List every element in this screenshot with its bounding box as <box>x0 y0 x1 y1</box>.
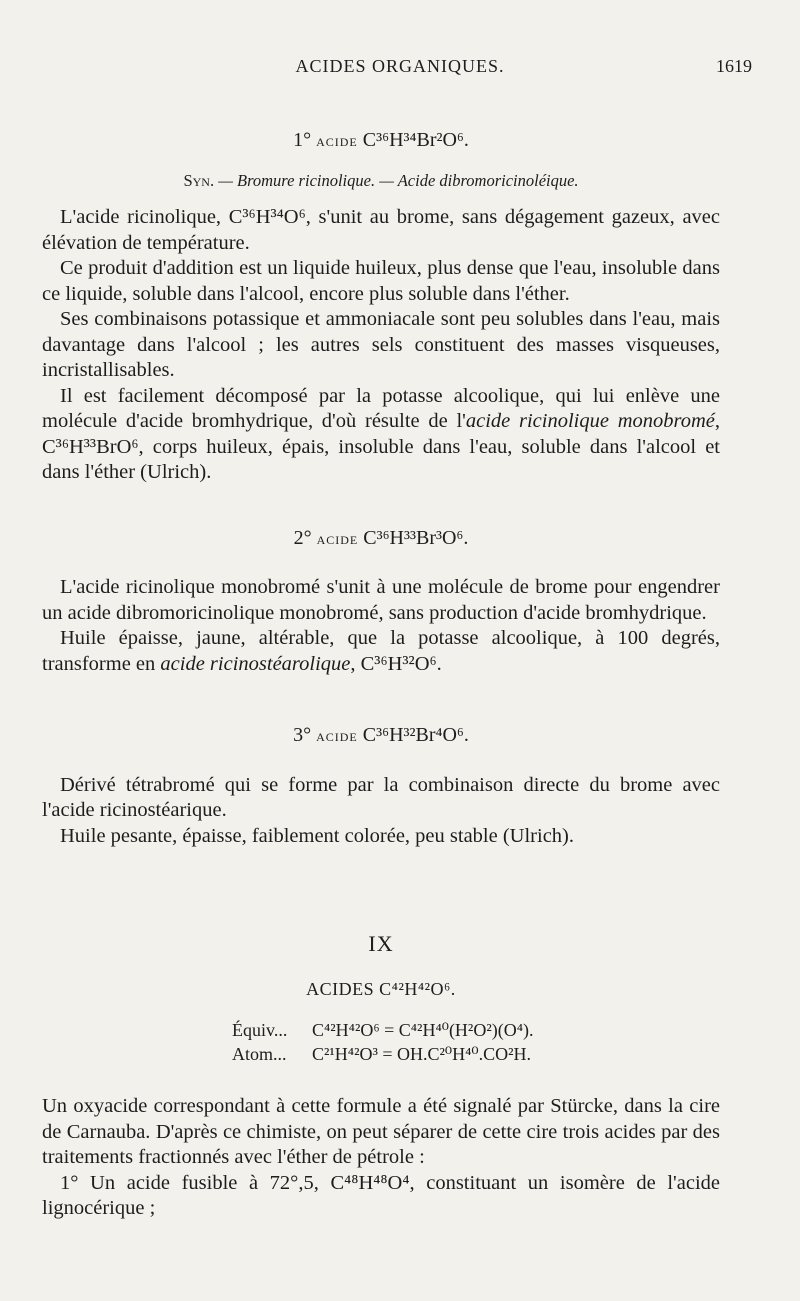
atom-formula: C²¹H⁴²O³ = OH.C²⁰H⁴⁰.CO²H. <box>312 1044 532 1064</box>
chapter-number: IX <box>368 931 394 956</box>
section-2-paragraph-2 <box>42 626 720 677</box>
formula-block <box>232 1018 720 1066</box>
chapter-paragraph-1: Un oxyacide correspondant à cette formule a été signalé par Stürcke, dans la cire de Carnauba. D'après ce chimiste, on peut séparer de cette cire trois acides par des traitements fractionnés avec l'éther de pétrole : <box>42 1095 720 1168</box>
paragraph-text: , C³⁶H³²O⁶. <box>350 652 442 675</box>
atom-row <box>232 1042 720 1066</box>
running-head: ACIDES ORGANIQUES. <box>295 56 505 76</box>
section-1-formula: C³⁶H³⁴Br²O⁶. <box>362 129 469 151</box>
section-3-number: 3° <box>293 724 312 746</box>
atom-label: Atom... <box>232 1044 287 1064</box>
section-2-formula: C³⁶H³³Br³O⁶. <box>363 526 469 549</box>
equiv-row <box>232 1018 720 1042</box>
section-2-number: 2° <box>293 526 312 549</box>
equiv-formula: C⁴²H⁴²O⁶ = C⁴²H⁴⁰(H²O²)(O⁴). <box>312 1020 534 1040</box>
paragraph-text: Huile épaisse, jaune, altérable, que la potasse alcoolique, à 100 degrés, transforme en <box>42 627 720 675</box>
chapter-title: ACIDES C⁴²H⁴²O⁶. <box>306 978 456 999</box>
synonyms-label: Syn. <box>183 170 215 190</box>
synonyms-line <box>42 168 720 194</box>
section-2-word: acide <box>316 528 359 548</box>
section-3-formula: C³⁶H³²Br⁴O⁶. <box>362 724 469 746</box>
section-1-number: 1° <box>293 129 312 151</box>
page-body <box>42 128 720 1222</box>
page-header <box>40 56 760 82</box>
section-2-paragraph-1: L'acide ricinolique monobromé s'unit à une molécule de brome pour engendrer un acide dibromoricinolique monobromé, sans production d'acide bromhydrique. <box>42 576 720 624</box>
paragraph-text: Il est facilement décomposé par la potasse alcoolique, qui lui enlève une molécule d'acide bromhydrique, d'où résulte de l' <box>42 384 720 432</box>
equiv-label: Équiv... <box>232 1020 288 1040</box>
paragraph-text: , C³⁶H³³BrO⁶, corps huileux, épais, insoluble dans l'eau, soluble dans l'alcool et dans l'éther (Ulrich). <box>42 410 720 483</box>
synonyms-text: — Bromure ricinolique. — Acide dibromoricinoléique. <box>214 170 579 190</box>
section-3-paragraph-2: Huile pesante, épaisse, faiblement colorée, peu stable (Ulrich). <box>60 824 575 847</box>
italic-term: acide ricinolique monobromé <box>465 410 715 432</box>
section-1-heading <box>42 128 720 154</box>
section-1-word: acide <box>316 131 358 150</box>
italic-term: acide ricinostéarolique <box>160 652 351 675</box>
chapter-paragraph-2: 1° Un acide fusible à 72°,5, C⁴⁸H⁴⁸O⁴, constituant un isomère de l'acide lignocérique ; <box>42 1171 720 1219</box>
page-number: 1619 <box>716 56 752 76</box>
section-2-heading <box>42 526 720 552</box>
section-1-paragraph-1: L'acide ricinolique, C³⁶H³⁴O⁶, s'unit au brome, sans dégagement gazeux, avec élévation de température. <box>42 206 720 254</box>
section-1-paragraph-3: Ses combinaisons potassique et ammoniacale sont peu solubles dans l'eau, mais davantage dans l'alcool ; les autres sels constituent des masses visqueuses, incristallisables. <box>42 308 720 381</box>
section-3-heading <box>42 723 720 749</box>
section-1-paragraph-2: Ce produit d'addition est un liquide huileux, plus dense que l'eau, insoluble dans ce liquide, soluble dans l'alcool, encore plus soluble dans l'éther. <box>42 257 720 305</box>
section-3-word: acide <box>316 726 358 745</box>
section-1-paragraph-4 <box>42 384 720 486</box>
section-3-paragraph-1: Dérivé tétrabromé qui se forme par la combinaison directe du brome avec l'acide ricinostéarique. <box>42 773 720 821</box>
